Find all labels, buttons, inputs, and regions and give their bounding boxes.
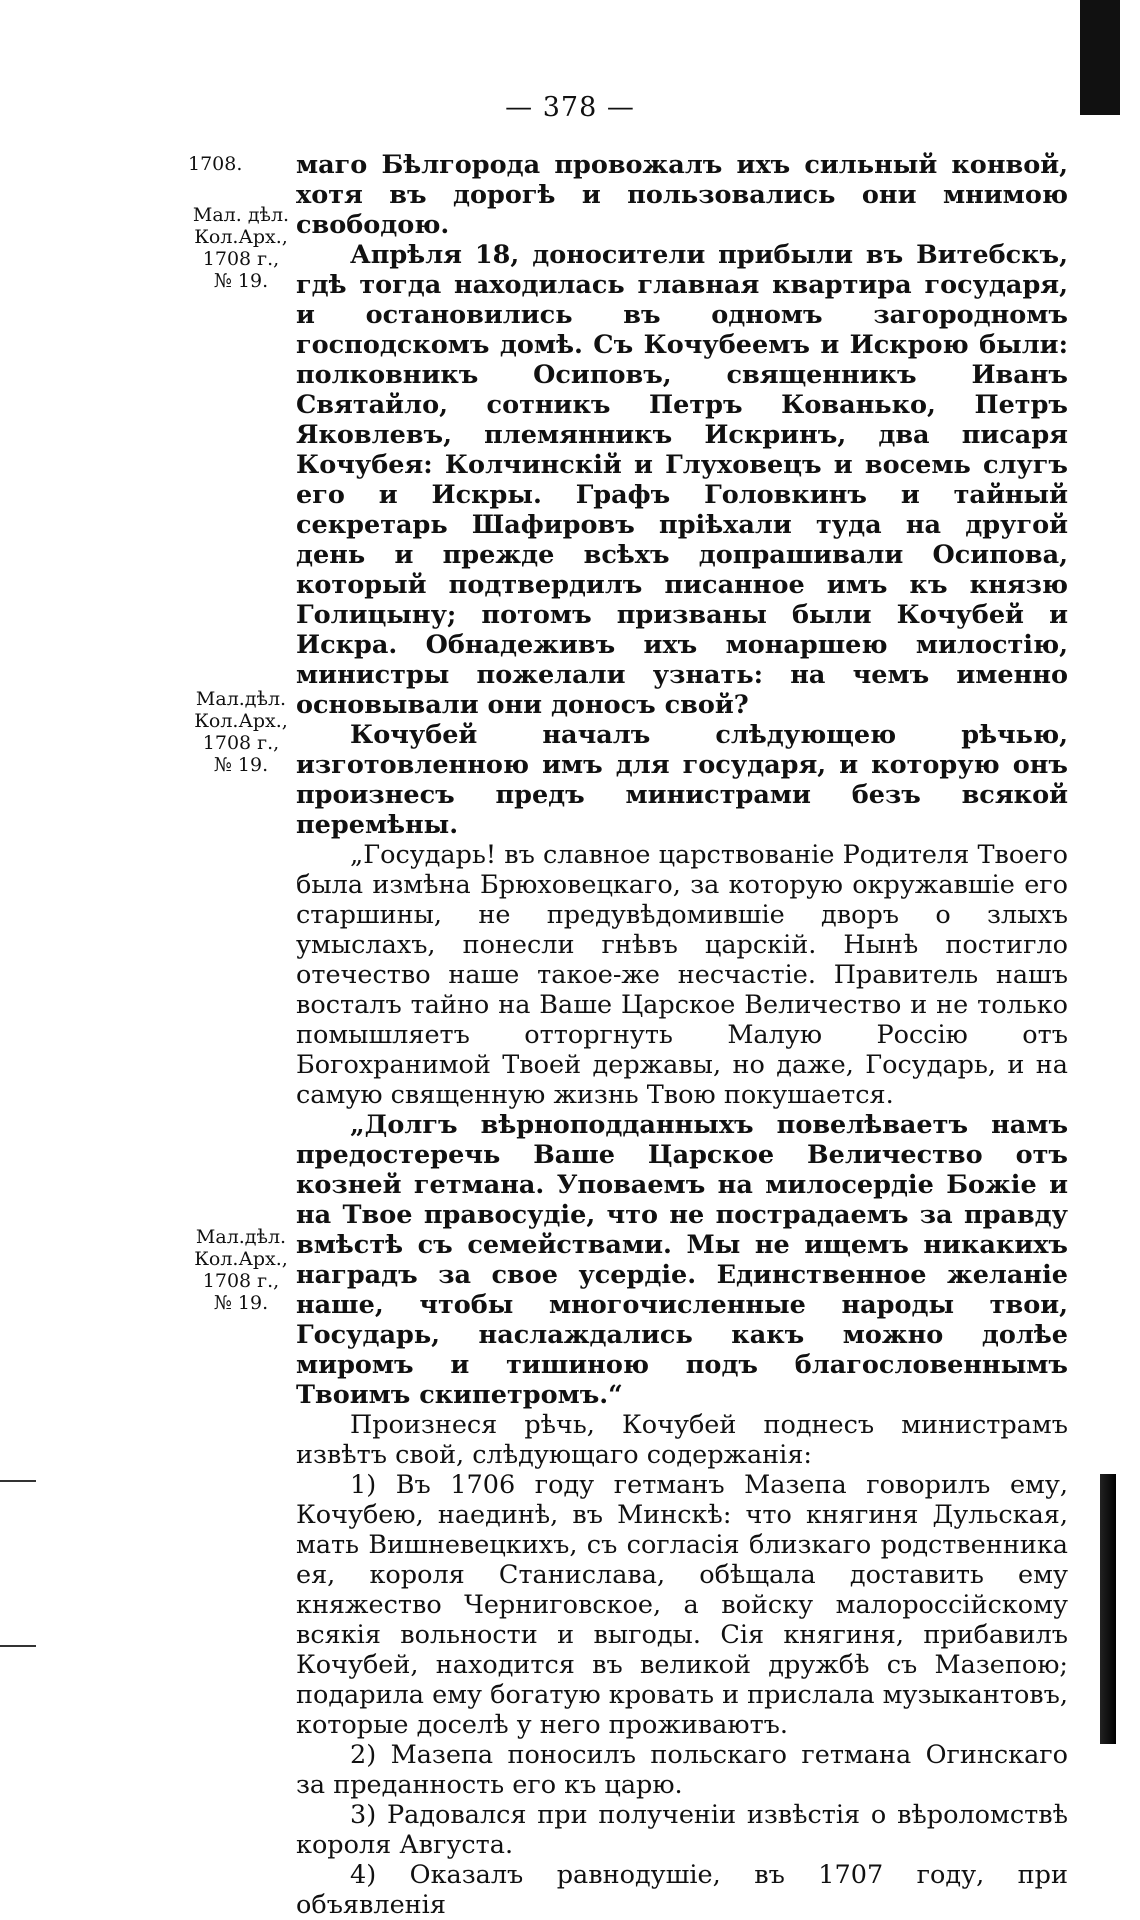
paragraph: маго Бѣлгорода провожалъ ихъ сильный конвой, хотя въ дорогѣ и пользовались они мнимою свободою. [296,150,1068,240]
margin-note-line: 1708 г., [202,1270,280,1292]
margin-note-line: Кол.Арх., [194,1248,288,1270]
margin-note [188,204,294,292]
margin-note-line: Мал. дѣл. [192,204,290,226]
margin-note-line: № 19. [213,270,269,292]
margin-note-line: Кол.Арх., [194,226,288,248]
margin-note [188,1226,294,1314]
paragraph-item: 2) Мазепа поносилъ польскаго гетмана Огинскаго за преданность его къ царю. [296,1740,1068,1800]
margin-note-line: Кол.Арх., [194,710,288,732]
margin-note-line: 1708 г., [202,732,280,754]
margin-note-line: № 19. [213,754,269,776]
margin-note [188,688,294,776]
scan-margin-mark [0,1480,36,1482]
scan-margin-mark [0,1645,36,1647]
page-number: — 378 — [505,92,635,123]
margin-note-line: Мал.дѣл. [195,1226,287,1248]
scan-edge-mark [1100,1474,1116,1744]
paragraph: Апрѣля 18, доносители прибыли въ Витебскъ, гдѣ тогда находилась главная квартира государя, и остановились въ одномъ загородномъ господскомъ домѣ. Съ Кочубеемъ и Искрою были: полковникъ Осиповъ, священникъ Иванъ Святайло, сотникъ Петръ Кованько, Петръ Яковлевъ, племянникъ Искринъ, два писаря Кочубея: Колчинскій и Глуховецъ и восемь слугъ его и Искры. Графъ Головкинъ и тайный секретарь Шафировъ пріѣхали туда на другой день и прежде всѣхъ допрашивали Осипова, который подтвердилъ писанное имъ къ князю Голицыну; потомъ призваны были Кочубей и Искра. Обнадеживъ ихъ монаршею милостію, министры пожелали узнать: на чемъ именно основывали они доносъ свой? [296,240,1068,720]
margin-note-line: № 19. [213,1292,269,1314]
paragraph: Произнеся рѣчь, Кочубей поднесъ министрамъ извѣтъ свой, слѣдующаго содержанія: [296,1410,1068,1470]
paragraph-item: 1) Въ 1706 году гетманъ Мазепа говорилъ ему, Кочубею, наединѣ, въ Минскѣ: что княгиня Дульская, мать Вишневецкихъ, съ согласія близкаго родственника ея, короля Станислава, обѣщала доставить ему княжество Черниговское, а войску малороссійскому всякія вольности и выгоды. Сія княгиня, прибавилъ Кочубей, находится въ великой дружбѣ съ Мазепою; подарила ему богатую кровать и прислала музыкантовъ, которые доселѣ у него проживаютъ. [296,1470,1068,1740]
paragraph: Кочубей началъ слѣдующею рѣчью, изготовленною имъ для государя, и которую онъ произнесъ предъ министрами безъ всякой перемѣны. [296,720,1068,840]
paragraph-item: 3) Радовался при полученіи извѣстія о вѣроломствѣ короля Августа. [296,1800,1068,1860]
margin-note-line: 1708 г., [202,248,280,270]
margin-year: 1708. [188,153,243,175]
paragraph-speech: „Долгъ вѣрноподданныхъ повелѣваетъ намъ предостеречь Ваше Царское Величество отъ козней гетмана. Уповаемъ на милосердіе Божіе и на Твое правосудіе, что не пострадаемъ за правду вмѣстѣ съ семействами. Мы не ищемъ никакихъ наградъ за свое усердіе. Единственное желаніе наше, чтобы многочисленные народы твои, Государь, наслаждались какъ можно долѣе миромъ и тишиною подъ благословеннымъ Твоимъ скипетромъ.“ [296,1110,1068,1410]
body-text [296,150,1068,1920]
margin-note-line: Мал.дѣл. [195,688,287,710]
paragraph-item: 4) Оказалъ равнодушіе, въ 1707 году, при объявленія [296,1860,1068,1920]
paragraph-speech: „Государь! въ славное царствованіе Родителя Твоего была измѣна Брюховецкаго, за которую окружавшіе его старшины, не предувѣдомившіе дворъ о злыхъ умыслахъ, понесли гнѣвъ царскій. Нынѣ постигло отечество наше такое-же несчастіе. Правитель нашъ восталъ тайно на Ваше Царское Величество и не только помышляетъ отторгнуть Малую Россію отъ Богохранимой Твоей державы, но даже, Государь, и на самую священную жизнь Твою покушается. [296,840,1068,1110]
